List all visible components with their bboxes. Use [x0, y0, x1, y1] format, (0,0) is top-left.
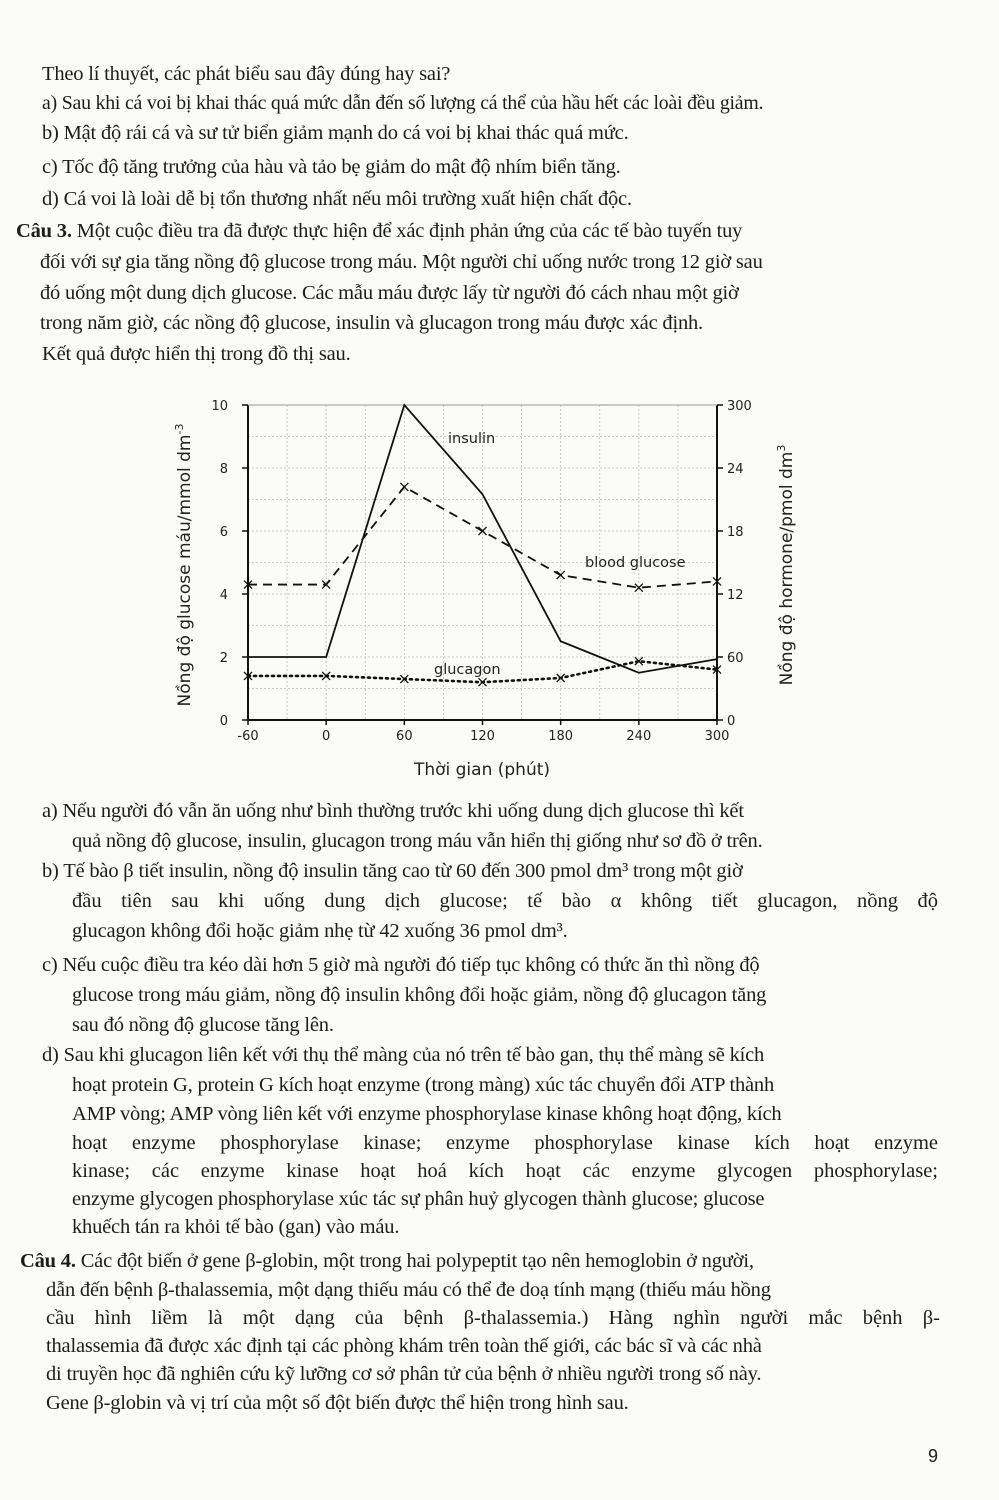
statement-b-1: b) Tế bào β tiết insulin, nồng độ insulin tăng cao từ 60 đến 300 pmol dm³ trong một giờ [42, 860, 743, 882]
statement-c-1: c) Nếu cuộc điều tra kéo dài hơn 5 giờ mà người đó tiếp tục không có thức ăn thì nồng độ [42, 954, 760, 976]
intro-prompt: Theo lí thuyết, các phát biểu sau đây đúng hay sai? [42, 63, 451, 85]
right-tick-label: 24 [727, 462, 744, 477]
statement-a-1: a) Nếu người đó vẫn ăn uống như bình thường trước khi uống dung dịch glucose thì kết [42, 800, 744, 822]
q3-line-3: đó uống một dung dịch glucose. Các mẫu máu được lấy từ người đó cách nhau một giờ [40, 282, 739, 304]
q4-text: Các đột biến ở gene β-globin, một trong hai polypeptit tạo nên hemoglobin ở người, [80, 1250, 754, 1272]
data-point-marker [557, 674, 565, 682]
x-tick-label: 0 [322, 729, 331, 744]
insulin-label: insulin [448, 431, 496, 447]
q3-line-2: đối với sự gia tăng nồng độ glucose trong máu. Một người chỉ uống nước trong 12 giờ sau [40, 251, 763, 273]
x-tick-label: 240 [626, 729, 652, 744]
statement-d-4: hoạt enzyme phosphorylase kinase; enzyme phosphorylase kinase kích hoạt enzyme [72, 1132, 938, 1154]
right-axis-title: Nồng độ hormone/pmol $dm^3$ [775, 444, 797, 686]
intro-item-a: a) Sau khi cá voi bị khai thác quá mức dẫn đến số lượng cá thể của hầu hết các loài đều giảm. [42, 92, 764, 114]
statement-c-2: glucose trong máu giảm, nồng độ insulin không đổi hoặc giảm, nồng độ glucagon tăng [72, 984, 767, 1006]
q3-line-4: trong năm giờ, các nồng độ glucose, insulin và glucagon trong máu được xác định. [40, 312, 703, 334]
statement-b-2: đầu tiên sau khi uống dung dịch glucose; tế bào α không tiết glucagon, nồng độ [72, 890, 938, 912]
chart-svg [160, 380, 800, 780]
intro-item-b: b) Mật độ rái cá và sư tử biển giảm mạnh do cá voi bị khai thác quá mức. [42, 122, 629, 144]
q3-line-1 [16, 217, 742, 245]
left-tick-label: 2 [219, 651, 228, 666]
x-tick-label: 120 [470, 729, 495, 744]
page-number: 9 [928, 1446, 939, 1466]
q4-line-1 [20, 1247, 754, 1275]
statement-d-1: d) Sau khi glucagon liên kết với thụ thể màng của nó trên tế bào gan, thụ thể màng sẽ kích [42, 1044, 765, 1066]
q4-line-3: cầu hình liềm là một dạng của bệnh β-thalassemia.) Hàng nghìn người mắc bệnh β- [46, 1307, 940, 1329]
x-tick-label: 180 [548, 729, 574, 744]
right-tick-label: 0 [727, 714, 736, 729]
q3-text: Một cuộc điều tra đã được thực hiện để xác định phản ứng của các tế bào tuyến tuy [76, 220, 743, 242]
statement-a-2: quả nồng độ glucose, insulin, glucagon trong máu vẫn hiển thị giống như sơ đồ ở trên. [72, 830, 763, 852]
x-tick-label: -60 [237, 729, 259, 744]
statement-d-7: khuếch tán ra khỏi tế bào (gan) vào máu. [72, 1216, 400, 1238]
q3-label: Câu 3. [16, 220, 72, 242]
hormone-glucose-chart [160, 380, 800, 780]
left-tick-label: 6 [219, 525, 228, 540]
q4-line-6: Gene β-globin và vị trí của một số đột biến được thể hiện trong hình sau. [46, 1392, 629, 1414]
left-tick-label: 0 [219, 714, 228, 729]
q4-line-2: dẫn đến bệnh β-thalassemia, một dạng thiếu máu có thể đe doạ tính mạng (thiếu máu hồng [46, 1279, 771, 1301]
statement-d-3: AMP vòng; AMP vòng liên kết với enzyme phosphorylase kinase không hoạt động, kích [72, 1103, 782, 1125]
q4-line-4: thalassemia đã được xác định tại các phòng khám trên toàn thế giới, các bác sĩ và các nhà [46, 1335, 762, 1357]
chart-ticks [211, 399, 751, 744]
right-tick-label: 60 [727, 651, 744, 666]
blood-glucose-label: blood glucose [585, 555, 686, 571]
right-tick-label: 12 [727, 588, 744, 603]
left-tick-label: 8 [219, 462, 228, 477]
statement-d-2: hoạt protein G, protein G kích hoạt enzyme (trong màng) xúc tác chuyển đổi ATP thành [72, 1074, 775, 1096]
statement-d-5: kinase; các enzyme kinase hoạt hoá kích hoạt các enzyme glycogen phosphorylase; [72, 1160, 938, 1182]
left-tick-label: 10 [211, 399, 228, 414]
right-tick-label: 300 [727, 399, 752, 414]
intro-item-c: c) Tốc độ tăng trưởng của hàu và tảo bẹ giảm do mật độ nhím biển tăng. [42, 156, 621, 178]
glucagon-label: glucagon [434, 662, 501, 678]
q4-label: Câu 4. [20, 1250, 76, 1272]
q3-line-5: Kết quả được hiển thị trong đồ thị sau. [42, 343, 351, 365]
statement-b-3: glucagon không đổi hoặc giảm nhẹ từ 42 xuống 36 pmol dm³. [72, 920, 568, 942]
x-axis-title: Thời gian (phút) [413, 760, 551, 780]
q4-line-5: di truyền học đã nghiên cứu kỹ lưỡng cơ sở phân tử của bệnh ở nhiều người trong số này. [46, 1363, 762, 1385]
x-tick-label: 60 [396, 729, 413, 744]
statement-d-6: enzyme glycogen phosphorylase xúc tác sự phân huỷ glycogen thành glucose; glucose [72, 1188, 765, 1210]
left-axis-title: Nồng độ glucose máu/mmol $dm^{-3}$ [173, 423, 195, 707]
right-tick-label: 18 [727, 525, 744, 540]
statement-c-3: sau đó nồng độ glucose tăng lên. [72, 1014, 334, 1036]
x-tick-label: 300 [704, 729, 730, 744]
left-tick-label: 4 [219, 588, 228, 603]
intro-item-d: d) Cá voi là loài dễ bị tổn thương nhất nếu môi trường xuất hiện chất độc. [42, 188, 632, 210]
